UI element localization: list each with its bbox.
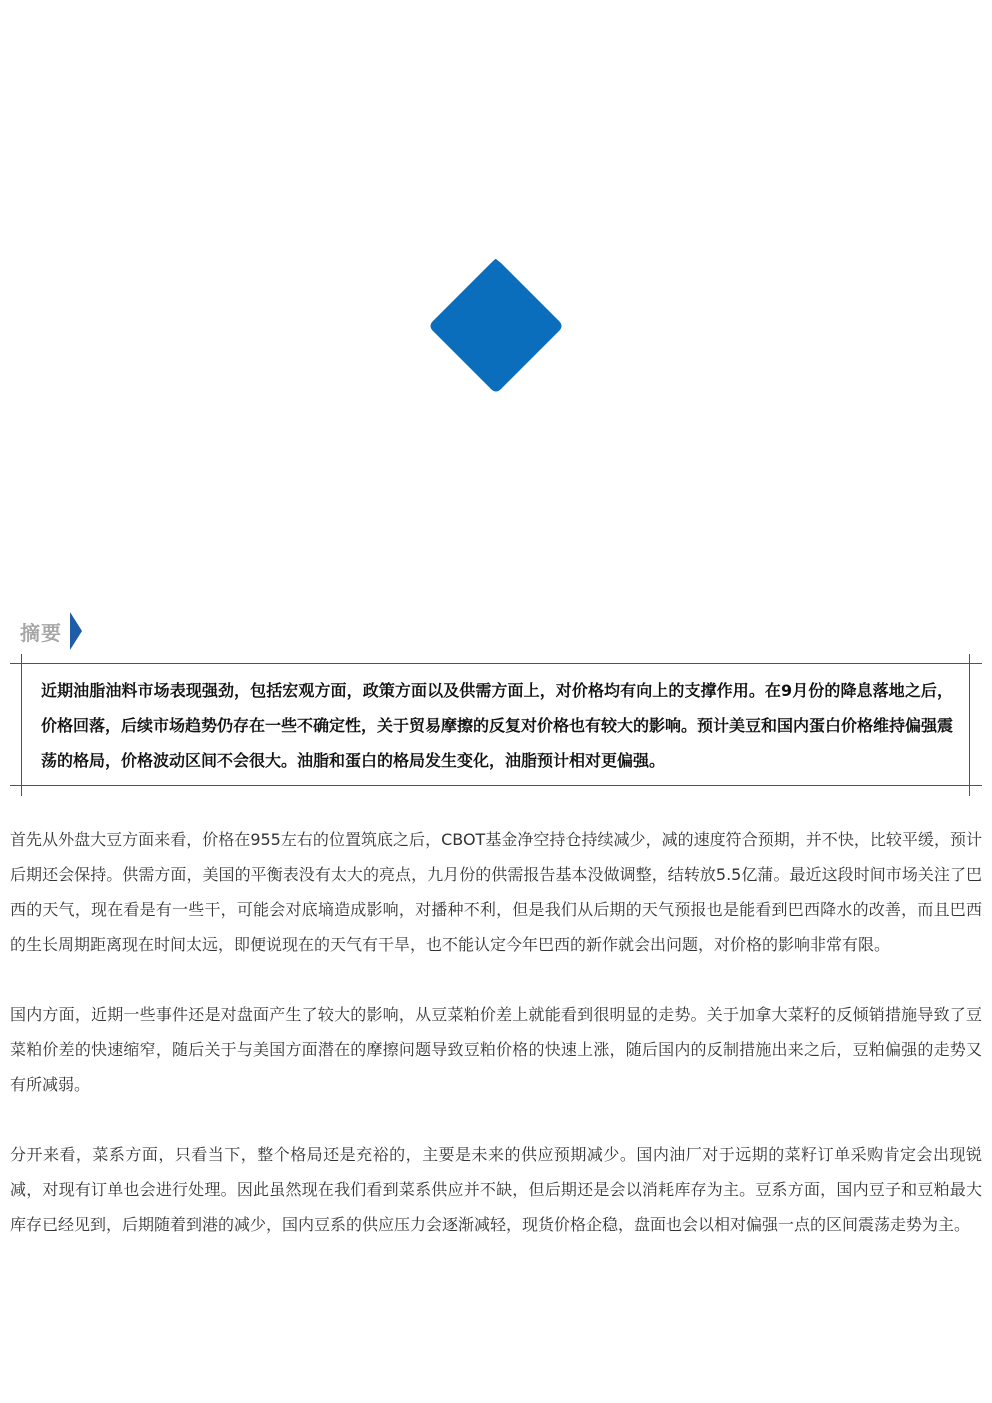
summary-text: 近期油脂油料市场表现强劲，包括宏观方面，政策方面以及供需方面上，对价格均有向上的支撑作用。在9月份的降息落地之后，价格回落，后续市场趋势仍存在一些不确定性，关于贸易摩擦的反复对价格也有较大的影响。预计美豆和国内蛋白价格维持偏强震荡的格局，价格波动区间不会很大。油脂和蛋白的格局发生变化，油脂预计相对更偏强。 (41, 681, 954, 770)
summary-bottom-rule (10, 785, 982, 786)
body-paragraph-1: 首先从外盘大豆方面来看，价格在955左右的位置筑底之后，CBOT基金净空持仓持续减少，减的速度符合预期，并不快，比较平缓，预计后期还会保持。供需方面，美国的平衡表没有太大的亮点，九月份的供需报告基本没做调整，结转放5.5亿蒲。最近这段时间市场关注了巴西的天气，现在看是有一些干，可能会对底墒造成影响，对播种不利，但是我们从后期的天气预报也是能看到巴西降水的改善，而且巴西的生长周期距离现在时间太远，即便说现在的天气有干旱，也不能认定今年巴西的新作就会出问题，对价格的影响非常有限。 (10, 830, 982, 954)
blue-diamond-logo-icon (425, 255, 567, 397)
abstract-header (20, 612, 82, 650)
summary-right-rule (969, 654, 970, 796)
summary-left-rule (21, 654, 22, 796)
abstract-title: 摘要 (20, 620, 62, 645)
chevron-right-icon (70, 612, 82, 650)
body-paragraph-3: 分开来看，菜系方面，只看当下，整个格局还是充裕的，主要是未来的供应预期减少。国内油厂对于远期的菜籽订单采购肯定会出现锐减，对现有订单也会进行处理。因此虽然现在我们看到菜系供应并不缺，但后期还是会以消耗库存为主。豆系方面，国内豆子和豆粕最大库存已经见到，后期随着到港的减少，国内豆系的供应压力会逐渐减轻，现货价格企稳，盘面也会以相对偏强一点的区间震荡走势为主。 (10, 1145, 982, 1234)
article-body (10, 822, 982, 1277)
summary-box (10, 654, 982, 796)
summary-top-rule (10, 663, 982, 664)
body-paragraph-2: 国内方面，近期一些事件还是对盘面产生了较大的影响，从豆菜粕价差上就能看到很明显的走势。关于加拿大菜籽的反倾销措施导致了豆菜粕价差的快速缩窄，随后关于与美国方面潜在的摩擦问题导致豆粕价格的快速上涨，随后国内的反制措施出来之后，豆粕偏强的走势又有所减弱。 (10, 1005, 982, 1094)
